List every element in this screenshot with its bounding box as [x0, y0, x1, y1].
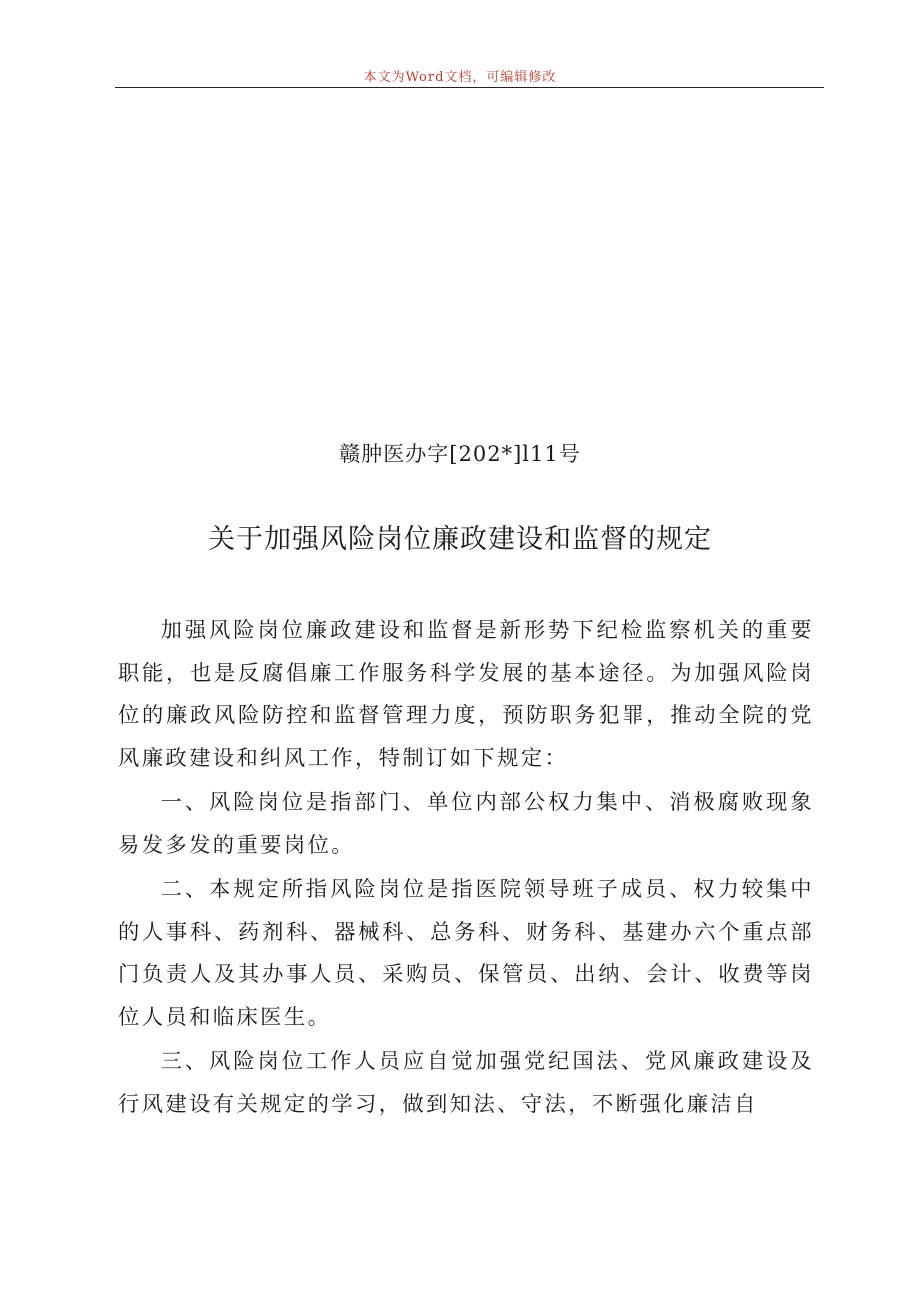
document-number: 赣肿医办字[202*]l11号 [339, 442, 581, 466]
paragraph-article-2: 二、本规定所指风险岗位是指医院领导班子成员、权力较集中的人事科、药剂科、器械科、总务科、财务科、基建办六个重点部门负责人及其办事人员、采购员、保管员、出纳、会计、收费等岗位人员和临床医生。 [118, 877, 814, 1030]
header-note: 本文为Word文档，可编辑修改 [363, 70, 557, 85]
document-title: 关于加强风险岗位廉政建设和监督的规定 [208, 524, 712, 555]
paragraph-article-3: 三、风险岗位工作人员应自觉加强党纪国法、党风廉政建设及行风建设有关规定的学习，做到知法、守法，不断强化廉洁自 [118, 1049, 814, 1117]
header-divider [115, 87, 824, 88]
paragraph-intro: 加强风险岗位廉政建设和监督是新形势下纪检监察机关的重要职能，也是反腐倡廉工作服务科学发展的基本途径。为加强风险岗位的廉政风险防控和监督管理力度，预防职务犯罪，推动全院的党风廉政建设和纠风工作，特制订如下规定： [118, 618, 814, 771]
paragraph-article-1: 一、风险岗位是指部门、单位内部公权力集中、消极腐败现象易发多发的重要岗位。 [118, 790, 814, 858]
document-body [118, 610, 814, 1126]
